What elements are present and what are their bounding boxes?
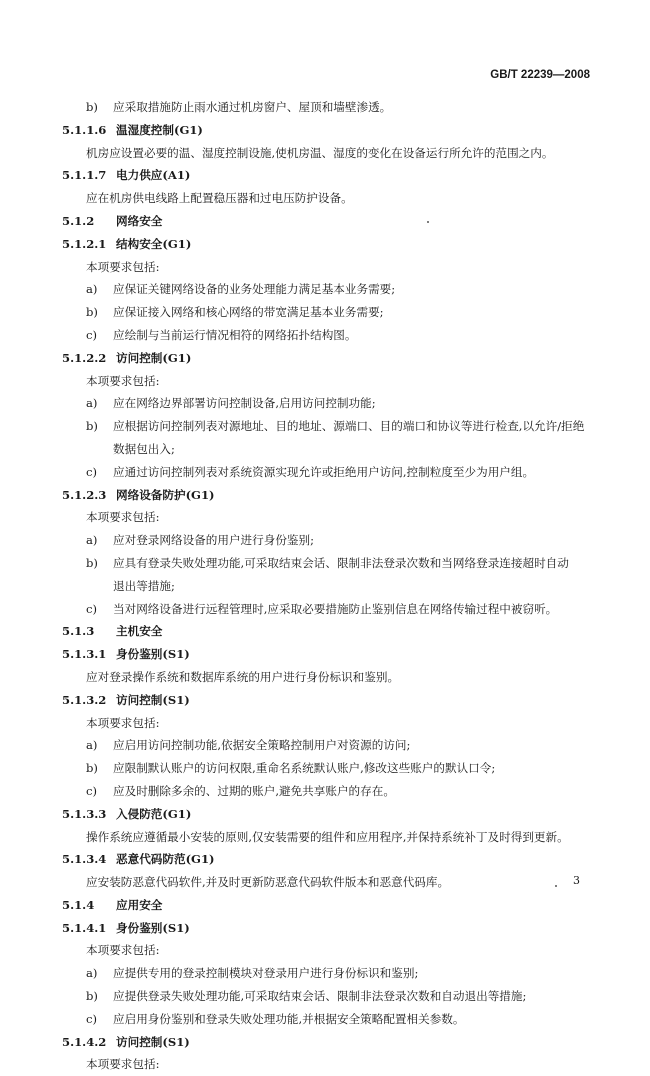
section-number: 5.1.3.2	[62, 692, 107, 707]
list-item	[62, 96, 602, 119]
section-number: 5.1.2.1	[62, 236, 107, 251]
list-item-text: 应对登录网络设备的用户进行身份鉴别;	[113, 533, 315, 548]
list-item-text: 应绘制与当前运行情况相符的网络拓扑结构图。	[113, 327, 357, 342]
list-item	[62, 962, 602, 985]
list-item-continuation: 退出等措施;	[113, 578, 175, 593]
list-item-text: 应启用访问控制功能,依据安全策略控制用户对资源的访问;	[113, 738, 411, 753]
list-item	[62, 985, 602, 1008]
section-title: 网络安全	[116, 213, 163, 228]
list-item	[62, 461, 602, 484]
list-marker: c)	[86, 783, 98, 798]
list-item	[62, 301, 602, 324]
list-item-text: 应限制默认账户的访问权限,重命名系统默认账户,修改这些账户的默认口令;	[113, 761, 496, 776]
section-heading	[62, 848, 602, 871]
list-item	[62, 734, 602, 757]
section-title: 结构安全(G1)	[116, 236, 192, 251]
list-marker: b)	[86, 989, 98, 1004]
list-item	[62, 780, 602, 803]
list-item-text: 应通过访问控制列表对系统资源实现允许或拒绝用户访问,控制粒度至少为用户组。	[113, 464, 535, 479]
list-item-continuation: 数据包出入;	[113, 441, 175, 456]
document-body	[62, 96, 602, 1076]
list-marker: a)	[86, 533, 98, 548]
list-item	[62, 757, 602, 780]
list-item	[62, 392, 602, 415]
body-paragraph: 本项要求包括:	[86, 715, 160, 730]
section-heading	[62, 347, 602, 370]
list-item	[62, 278, 602, 301]
section-number: 5.1.2.3	[62, 487, 107, 502]
body-paragraph: 本项要求包括:	[86, 510, 160, 525]
scan-speck	[427, 221, 429, 223]
body-paragraph: 本项要求包括:	[86, 259, 160, 274]
section-number: 5.1.1.7	[62, 168, 107, 183]
list-marker: a)	[86, 282, 98, 297]
section-title: 应用安全	[116, 897, 163, 912]
list-item-text: 应启用身份鉴别和登录失败处理功能,并根据安全策略配置相关参数。	[113, 1011, 465, 1026]
scan-speck	[555, 885, 557, 887]
list-marker: a)	[86, 966, 98, 981]
section-number: 5.1.3.4	[62, 852, 107, 867]
list-item	[62, 415, 602, 438]
section-number: 5.1.3	[62, 624, 95, 639]
section-heading	[62, 803, 602, 826]
section-title: 主机安全	[116, 624, 163, 639]
section-title: 访问控制(S1)	[116, 692, 190, 707]
section-number: 5.1.4.1	[62, 920, 107, 935]
list-item-text: 当对网络设备进行远程管理时,应采取必要措施防止鉴别信息在网络传输过程中被窃听。	[113, 601, 558, 616]
section-heading	[62, 233, 602, 256]
list-marker: b)	[86, 761, 98, 776]
section-number: 5.1.2	[62, 213, 95, 228]
section-title: 访问控制(G1)	[116, 350, 192, 365]
list-marker: c)	[86, 327, 98, 342]
section-title: 电力供应(A1)	[116, 168, 191, 183]
section-heading	[62, 164, 602, 187]
section-title: 访问控制(S1)	[116, 1034, 190, 1049]
section-number: 5.1.3.1	[62, 647, 107, 662]
section-heading	[62, 484, 602, 507]
body-paragraph: 本项要求包括:	[86, 1057, 160, 1072]
list-item	[62, 529, 602, 552]
list-item	[62, 598, 602, 621]
body-paragraph: 机房应设置必要的温、湿度控制设施,使机房温、湿度的变化在设备运行所允许的范围之内。	[86, 145, 554, 160]
section-number: 5.1.3.3	[62, 806, 107, 821]
list-item-text: 应在网络边界部署访问控制设备,启用访问控制功能;	[113, 396, 376, 411]
list-item-text: 应根据访问控制列表对源地址、目的地址、源端口、目的端口和协议等进行检查,以允许/拒绝	[113, 419, 585, 434]
list-marker: c)	[86, 601, 98, 616]
list-marker: a)	[86, 738, 98, 753]
section-number: 5.1.4.2	[62, 1034, 107, 1049]
section-title: 身份鉴别(S1)	[116, 647, 190, 662]
section-number: 5.1.1.6	[62, 122, 107, 137]
page-number: 3	[573, 874, 580, 887]
section-title: 恶意代码防范(G1)	[116, 852, 215, 867]
list-item	[62, 552, 602, 575]
list-item-text: 应提供专用的登录控制模块对登录用户进行身份标识和鉴别;	[113, 966, 419, 981]
list-marker: a)	[86, 396, 98, 411]
body-paragraph: 应在机房供电线路上配置稳压器和过电压防护设备。	[86, 191, 353, 206]
standard-code: GB/T 22239—2008	[490, 69, 590, 81]
list-marker: b)	[86, 100, 98, 114]
list-marker: c)	[86, 464, 98, 479]
body-paragraph: 应安装防恶意代码软件,并及时更新防恶意代码软件版本和恶意代码库。	[86, 875, 450, 890]
list-item-text: 应提供登录失败处理功能,可采取结束会话、限制非法登录次数和自动退出等措施;	[113, 989, 527, 1004]
section-heading	[62, 689, 602, 712]
section-heading	[62, 643, 602, 666]
list-marker: b)	[86, 555, 98, 570]
body-paragraph: 本项要求包括:	[86, 943, 160, 958]
section-title: 身份鉴别(S1)	[116, 920, 190, 935]
section-heading	[62, 1031, 602, 1054]
list-item-text: 应具有登录失败处理功能,可采取结束会话、限制非法登录次数和当网络登录连接超时自动	[113, 555, 569, 570]
section-heading	[62, 210, 602, 233]
body-paragraph: 操作系统应遵循最小安装的原则,仅安装需要的组件和应用程序,并保持系统补丁及时得到更新。	[86, 829, 569, 844]
list-marker: b)	[86, 419, 98, 434]
section-heading	[62, 917, 602, 940]
list-item-text: 应保证关键网络设备的业务处理能力满足基本业务需要;	[113, 282, 396, 297]
section-title: 温湿度控制(G1)	[116, 122, 203, 137]
section-number: 5.1.4	[62, 897, 95, 912]
list-item-text: 应采取措施防止雨水通过机房窗户、屋顶和墙壁渗透。	[113, 100, 392, 114]
section-heading	[62, 119, 602, 142]
list-item-text: 应保证接入网络和核心网络的带宽满足基本业务需要;	[113, 305, 384, 320]
section-number: 5.1.2.2	[62, 350, 107, 365]
section-title: 入侵防范(G1)	[116, 806, 192, 821]
list-item	[62, 1008, 602, 1031]
body-paragraph: 本项要求包括:	[86, 373, 160, 388]
list-marker: c)	[86, 1011, 98, 1026]
section-heading	[62, 894, 602, 917]
list-marker: b)	[86, 305, 98, 320]
section-heading	[62, 620, 602, 643]
list-item-text: 应及时删除多余的、过期的账户,避免共享账户的存在。	[113, 783, 395, 798]
body-paragraph: 应对登录操作系统和数据库系统的用户进行身份标识和鉴别。	[86, 669, 400, 684]
list-item	[62, 324, 602, 347]
section-title: 网络设备防护(G1)	[116, 487, 215, 502]
